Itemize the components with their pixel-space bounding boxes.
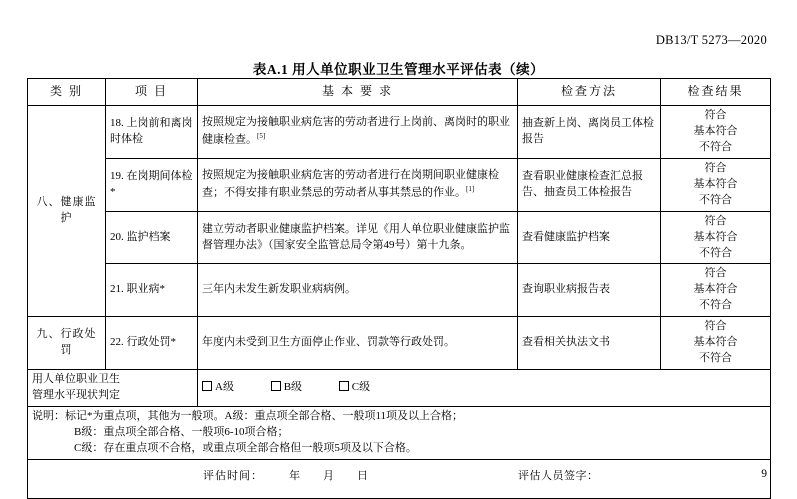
- signature-row: [28, 459, 771, 498]
- assessor-signature-field: 评估人员签字：: [518, 469, 599, 482]
- result-cell-18: [661, 106, 771, 159]
- grade-option-a[interactable]: A级: [202, 380, 234, 396]
- column-header-category: 类 别: [28, 79, 106, 106]
- result-option-non-compliant: 不符合: [699, 352, 732, 365]
- judgement-label: 用人单位职业卫生 管理水平现状判定: [28, 370, 198, 407]
- standard-number: DB13/T 5273—2020: [655, 33, 767, 47]
- result-option-non-compliant: 不符合: [699, 299, 732, 312]
- table-row: [28, 106, 771, 159]
- grade-checkbox-group: [198, 370, 771, 407]
- column-header-result: 检查结果: [661, 79, 771, 106]
- table-row: [28, 211, 771, 264]
- column-header-requirement: 基 本 要 求: [198, 79, 518, 106]
- result-cell-22: [661, 317, 771, 370]
- method-cell-19: 查看职业健康检查汇总报告、抽查员工体检报告: [518, 158, 661, 211]
- result-option-compliant: 符合: [704, 161, 727, 174]
- result-cell-20: [661, 211, 771, 264]
- result-option-basically-compliant: 基本符合: [693, 230, 738, 243]
- checkbox-icon[interactable]: [202, 381, 212, 391]
- checkbox-icon[interactable]: [271, 381, 281, 391]
- column-header-item: 项 目: [106, 79, 198, 106]
- item-cell-18: 18. 上岗前和离岗时体检: [106, 106, 198, 159]
- category-cell-health-monitoring: 八、健康监护: [28, 106, 106, 317]
- table-title: 表A.1 用人单位职业卫生管理水平评估表（续）: [252, 62, 545, 77]
- assessment-table: [27, 78, 771, 499]
- note-line-3: C级：存在重点项不合格，或重点项全部合格但一般项5项及以下合格。: [74, 441, 417, 454]
- result-option-basically-compliant: 基本符合: [693, 124, 738, 137]
- note-line-2: B级：重点项全部合格、一般项6-10项合格；: [74, 425, 289, 438]
- note-line-1: 说明：标记*为重点项，其他为一般项。A级：重点项全部合格、一般项11项及以上合格；: [32, 409, 464, 422]
- table-row: [28, 158, 771, 211]
- grade-option-c[interactable]: C级: [339, 380, 370, 396]
- requirement-cell-22: 年度内未受到卫生方面停止作业、罚款等行政处罚。: [198, 317, 518, 370]
- footnote-marker: [5]: [257, 132, 266, 141]
- method-cell-21: 查询职业病报告表: [518, 264, 661, 317]
- item-cell-22: 22. 行政处罚*: [106, 317, 198, 370]
- method-cell-20: 查看健康监护档案: [518, 211, 661, 264]
- item-cell-21: 21. 职业病*: [106, 264, 198, 317]
- note-row: [28, 406, 771, 459]
- result-option-non-compliant: 不符合: [699, 193, 732, 206]
- requirement-cell-20: 建立劳动者职业健康监护档案。详见《用人单位职业健康监护监督管理办法》（国家安全监管总局令第49号）第十九条。: [198, 211, 518, 264]
- method-cell-18: 抽查新上岗、离岗员工体检报告: [518, 106, 661, 159]
- result-cell-21: [661, 264, 771, 317]
- result-option-basically-compliant: 基本符合: [693, 177, 738, 190]
- result-option-basically-compliant: 基本符合: [693, 336, 738, 349]
- checkbox-icon[interactable]: [339, 381, 349, 391]
- table-row: [28, 264, 771, 317]
- requirement-cell-19: 按照规定为接触职业病危害的劳动者进行在岗期间职业健康检查；不得安排有职业禁忌的劳动者从事其禁忌的作业。[1]: [198, 158, 518, 211]
- item-cell-19: 19. 在岗期间体检*: [106, 158, 198, 211]
- signature-cell: [28, 459, 771, 498]
- category-cell-administrative-penalty: 九、行政处罚: [28, 317, 106, 370]
- result-option-compliant: 符合: [704, 320, 727, 333]
- column-header-method: 检查方法: [518, 79, 661, 106]
- page-number: 9: [761, 468, 767, 480]
- requirement-cell-18: 按照规定为接触职业病危害的劳动者进行上岗前、离岗时的职业健康检查。[5]: [198, 106, 518, 159]
- footnote-marker: [1]: [466, 184, 475, 193]
- result-option-compliant: 符合: [704, 109, 727, 121]
- table-header-row: [28, 79, 771, 106]
- judgement-row: [28, 370, 771, 407]
- note-cell: [28, 406, 771, 459]
- result-option-compliant: 符合: [704, 267, 727, 280]
- method-cell-22: 查看相关执法文书: [518, 317, 661, 370]
- result-option-non-compliant: 不符合: [699, 246, 732, 259]
- result-option-compliant: 符合: [704, 214, 727, 227]
- result-cell-19: [661, 158, 771, 211]
- table-row: [28, 317, 771, 370]
- grade-option-b[interactable]: B级: [271, 380, 302, 396]
- requirement-cell-21: 三年内未发生新发职业病病例。: [198, 264, 518, 317]
- assessment-time-field: 评估时间： 年 月 日: [203, 469, 369, 482]
- result-option-non-compliant: 不符合: [699, 140, 732, 153]
- item-cell-20: 20. 监护档案: [106, 211, 198, 264]
- result-option-basically-compliant: 基本符合: [693, 283, 738, 296]
